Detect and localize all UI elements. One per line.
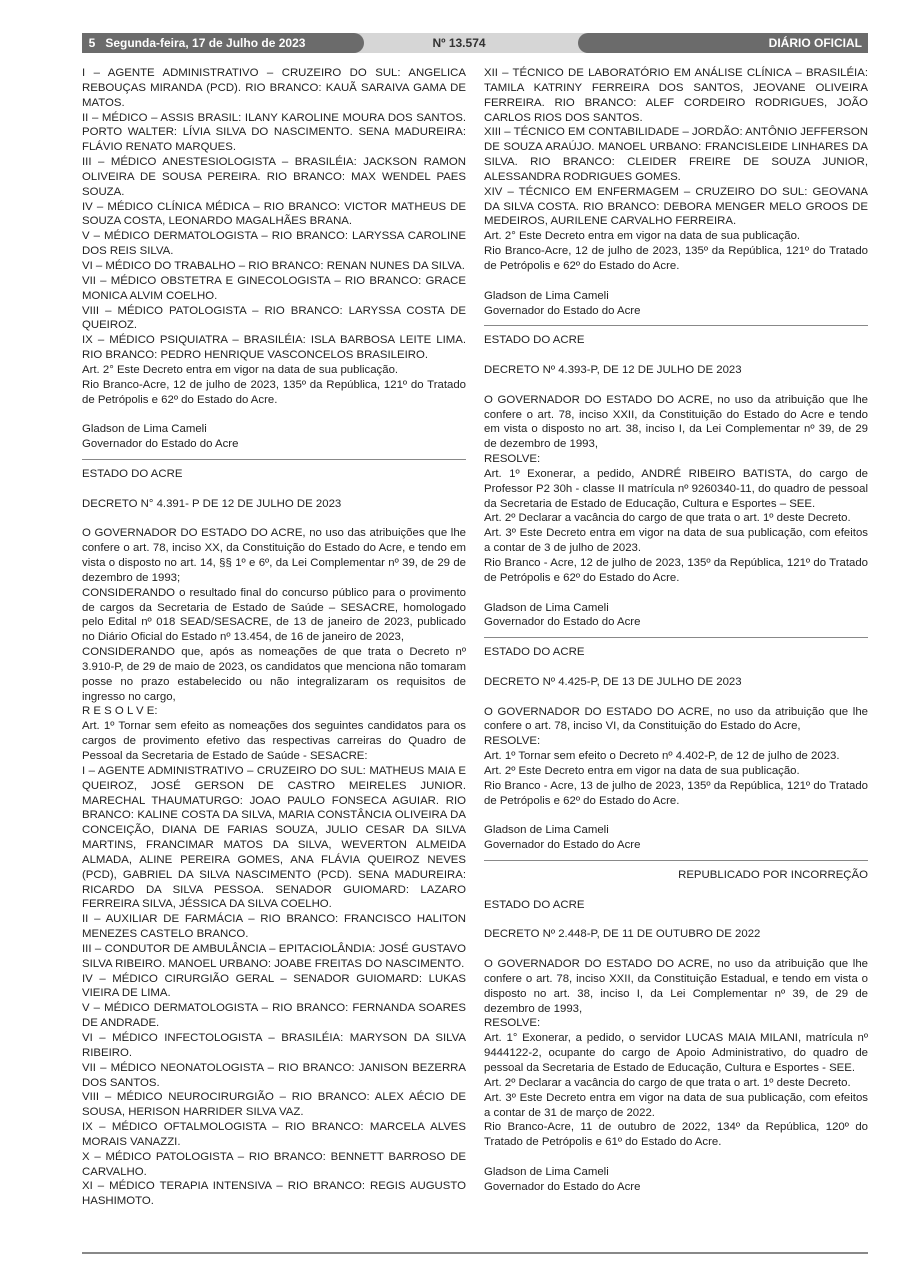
decree-paragraph: Art. 1º Exonerar, a pedido, ANDRÉ RIBEIRO BATISTA, do cargo de Professor P2 30h - classe II matrícula nº 9260340-11, do quadro de pessoal da Secretaria de Estado de Educação, Cultura e Esportes – SEE. [484, 467, 868, 510]
signature-name: Gladson de Lima Cameli [484, 289, 609, 302]
section-divider [484, 325, 868, 326]
article-text: Art. 2° Este Decreto entra em vigor na data de sua publicação. [82, 363, 399, 376]
decree-title: DECRETO Nº 4.393-P, DE 12 DE JULHO DE 2023 [484, 364, 742, 377]
header-left-band [82, 33, 364, 53]
list-item: X – MÉDICO PATOLOGISTA – RIO BRANCO: BENNETT BARROSO DE CARVALHO. [82, 1150, 466, 1178]
right-column [484, 66, 868, 1195]
decree-title: DECRETO N° 4.391- P DE 12 DE JULHO DE 2023 [82, 497, 342, 510]
list-item: VII – MÉDICO OBSTETRA E GINECOLOGISTA – RIO BRANCO: GRACE MONICA ALVIM COELHO. [82, 274, 466, 302]
signature-name: Gladson de Lima Cameli [484, 824, 609, 837]
decree-paragraph: O GOVERNADOR DO ESTADO DO ACRE, no uso da atribuição que lhe confere o art. 78, inciso XXII, da Constituição Estadual, e tendo em vista o disposto no art. 38, inciso I, da Lei Complementar nº 39, de 29 de dezembro de 1993, [484, 958, 868, 1015]
list-item: I – AGENTE ADMINISTRATIVO – CRUZEIRO DO SUL: ANGELICA REBOUÇAS MIRANDA (PCD). RIO BRANCO: KAUÃ SARAIVA GAMA DE MATOS. [82, 67, 466, 109]
page-number: 5 [88, 36, 96, 50]
decree-paragraph: Art. 1º Tornar sem efeito as nomeações dos seguintes candidatos para os cargos de provimento efetivo das respectivas carreiras do Quadro de Pessoal da Secretaria de Estado de Saúde - SESACRE: [82, 720, 466, 762]
date-line: Rio Branco-Acre, 12 de julho de 2023, 135º da República, 121º do Tratado de Petrópolis e 62º do Estado do Acre. [484, 245, 868, 272]
resolve-heading: RESOLVE: [484, 453, 541, 466]
date-line: Rio Branco - Acre, 13 de julho de 2023, 135º da República, 121º do Tratado de Petrópolis e 62º do Estado do Acre. [484, 779, 868, 807]
state-heading: ESTADO DO ACRE [484, 334, 585, 347]
decree-paragraph: Art. 1° Exonerar, a pedido, o servidor LUCAS MAIA MILANI, matrícula nº 9444122-2, ocupante do cargo de Apoio Administrativo, do quadro de pessoal da Secretaria de Estado de Educação, Cultura e Esportes - SEE. [484, 1032, 868, 1074]
decree-paragraph: Art. 2º Declarar a vacância do cargo de que trata o art. 1º deste Decreto. [484, 512, 851, 525]
article-text: Art. 2° Este Decreto entra em vigor na data de sua publicação. [484, 230, 801, 243]
resolve-heading: RESOLVE: [484, 735, 541, 748]
state-heading: ESTADO DO ACRE [484, 646, 585, 659]
signature-title: Governador do Estado do Acre [484, 304, 641, 317]
signature-name: Gladson de Lima Cameli [82, 423, 207, 436]
list-item: IV – MÉDICO CLÍNICA MÉDICA – RIO BRANCO: VICTOR MATHEUS DE SOUZA COSTA, LEONARDO MAGALHÃES BRANA. [82, 200, 466, 228]
list-item: III – MÉDICO ANESTESIOLOGISTA – BRASILÉIA: JACKSON RAMON OLIVEIRA DE SOUSA PEREIRA. RIO BRANCO: MAX WENDEL PAES SOUZA. [82, 156, 466, 198]
page-bottom-rule [82, 1252, 868, 1254]
issue-number: Nº 13.574 [432, 36, 486, 50]
publication-name: DIÁRIO OFICIAL [578, 33, 868, 53]
header-date: Segunda-feira, 17 de Julho de 2023 [105, 36, 306, 50]
list-item: II – MÉDICO – ASSIS BRASIL: ILANY KAROLINE MOURA DOS SANTOS. PORTO WALTER: LÍVIA SILVA DO NASCIMENTO. SENA MADUREIRA: FLÁVIO RENATO MARQUES. [82, 111, 466, 154]
decree-title: DECRETO Nº 4.425-P, DE 13 DE JULHO DE 2023 [484, 675, 742, 688]
list-item: VIII – MÉDICO NEUROCIRURGIÃO – RIO BRANCO: ALEX AÉCIO DE SOUSA, HERISON HARRIDER SILVA VAZ. [82, 1091, 466, 1119]
list-item: V – MÉDICO DERMATOLOGISTA – RIO BRANCO: FERNANDA SOARES DE ANDRADE. [82, 1002, 466, 1030]
section-divider [484, 637, 868, 638]
list-item: IX – MÉDICO OFTALMOLOGISTA – RIO BRANCO: MARCELA ALVES MORAIS VANAZZI. [82, 1121, 466, 1148]
list-item: VI – MÉDICO DO TRABALHO – RIO BRANCO: RENAN NUNES DA SILVA. [82, 259, 465, 272]
decree-paragraph: Art. 2º Este Decreto entra em vigor na data de sua publicação. [484, 764, 800, 777]
signature-title: Governador do Estado do Acre [82, 438, 239, 451]
list-item: VIII – MÉDICO PATOLOGISTA – RIO BRANCO: LARYSSA COSTA DE QUEIROZ. [82, 304, 466, 332]
list-item: XIII – TÉCNICO EM CONTABILIDADE – JORDÃO: ANTÔNIO JEFFERSON DE SOUZA ARAÚJO. MANOEL URBANO: FRANCISLEIDE LINHARES DA SILVA. RIO BRANCO: CLEIDER FREIRE DE SOUZA JUNIOR, ALESSANDRA RODRIGUES GOMES. [484, 126, 868, 183]
date-line: Rio Branco - Acre, 12 de julho de 2023, 135º da República, 121º do Tratado de Petrópolis e 62º do Estado do Acre. [484, 557, 868, 584]
left-column [82, 66, 466, 1209]
signature-title: Governador do Estado do Acre [484, 1180, 641, 1193]
date-line: Rio Branco-Acre, 12 de julho de 2023, 135º da República, 121º do Tratado de Petrópolis e 62º do Estado do Acre. [82, 378, 466, 406]
signature-title: Governador do Estado do Acre [484, 839, 641, 852]
resolve-heading: RESOLVE: [484, 1017, 541, 1030]
republished-note: REPUBLICADO POR INCORREÇÃO [678, 869, 868, 882]
decree-paragraph: Art. 2º Declarar a vacância do cargo de que trata o art. 1º deste Decreto. [484, 1076, 851, 1089]
list-item: XII – TÉCNICO DE LABORATÓRIO EM ANÁLISE CLÍNICA – BRASILÉIA: TAMILA KATRINY FERREIRA DOS SANTOS, JEOVANE OLIVEIRA FERREIRA. RIO BRANCO: ALEF CORDEIRO RODRIGUES, JOÃO CARLOS RIOS DOS SANTOS. [484, 67, 868, 124]
decree-paragraph: O GOVERNADOR DO ESTADO DO ACRE, no uso da atribuição que lhe confere o art. 78, inciso XXII, da Constituição do Estado do Acre e tendo em vista o disposto no art. 38, inciso I, da Lei Complementar nº 39, de 29 de dezembro de 1993, [484, 393, 868, 451]
section-divider [484, 860, 868, 861]
decree-paragraph: O GOVERNADOR DO ESTADO DO ACRE, no uso da atribuição que lhe confere o art. 78, inciso VI, da Constituição do Estado do Acre, [484, 705, 868, 733]
state-heading: ESTADO DO ACRE [484, 898, 585, 911]
decree-paragraph: Art. 3º Este Decreto entra em vigor na data de sua publicação, com efeitos a contar de 31 de março de 2022. [484, 1091, 868, 1119]
section-divider [82, 459, 466, 460]
list-item: XIV – TÉCNICO EM ENFERMAGEM – CRUZEIRO DO SUL: GEOVANA DA SILVA COSTA. RIO BRANCO: DEBORA MENGER MELO GROOS DE MEDEIROS, AURILENE CARVALHO FERREIRA. [484, 185, 868, 228]
date-line: Rio Branco-Acre, 11 de outubro de 2022, 134º da República, 120º do Tratado de Petrópolis e 61º do Estado do Acre. [484, 1121, 868, 1149]
list-item: IV – MÉDICO CIRURGIÃO GERAL – SENADOR GUIOMARD: LUKAS VIEIRA DE LIMA. [82, 972, 466, 1000]
signature-title: Governador do Estado do Acre [484, 616, 641, 629]
signature-name: Gladson de Lima Cameli [484, 1165, 609, 1178]
list-item: III – CONDUTOR DE AMBULÂNCIA – EPITACIOLÂNDIA: JOSÉ GUSTAVO SILVA RIBEIRO. MANOEL URBANO: JOABE FREITAS DO NASCIMENTO. [82, 942, 466, 970]
decree-paragraph: Art. 1º Tornar sem efeito o Decreto nº 4.402-P, de 12 de julho de 2023. [484, 750, 840, 763]
decree-paragraph: O GOVERNADOR DO ESTADO DO ACRE, no uso das atribuições que lhe confere o art. 78, inciso XX, da Constituição do Estado do Acre, e tendo em vista o disposto no art. 14, §§ 1º e 6º, da Lei Complementar nº 39, de 29 de dezembro de 1993; [82, 527, 466, 584]
list-item: VI – MÉDICO INFECTOLOGISTA – BRASILÉIA: MARYSON DA SILVA RIBEIRO. [82, 1032, 466, 1059]
list-item: II – AUXILIAR DE FARMÁCIA – RIO BRANCO: FRANCISCO HALITON MENEZES CASTELO BRANCO. [82, 913, 466, 941]
decree-paragraph: CONSIDERANDO o resultado final do concurso público para o provimento de cargos da Secretaria de Estado de Saúde – SESACRE, homologado pelo Edital nº 018 SEAD/SESACRE, de 13 de janeiro de 2023, publicado no Diário Oficial do Estado nº 13.454, de 16 de janeiro de 2023, [82, 586, 466, 644]
page-header [82, 33, 868, 53]
signature-name: Gladson de Lima Cameli [484, 601, 609, 614]
list-item: XI – MÉDICO TERAPIA INTENSIVA – RIO BRANCO: REGIS AUGUSTO HASHIMOTO. [82, 1180, 466, 1208]
decree-paragraph: CONSIDERANDO que, após as nomeações de que trata o Decreto nº 3.910-P, de 29 de maio de 2023, os candidatos que menciona não tomaram posse no prazo estabelecido ou não integralizaram os requisitos de ingresso no cargo, [82, 646, 466, 703]
resolve-heading: R E S O L V E: [82, 705, 158, 718]
decree-title: DECRETO Nº 2.448-P, DE 11 DE OUTUBRO DE 2022 [484, 928, 761, 941]
list-item: VII – MÉDICO NEONATOLOGISTA – RIO BRANCO: JANISON BEZERRA DOS SANTOS. [82, 1061, 466, 1089]
decree-paragraph: Art. 3º Este Decreto entra em vigor na data de sua publicação, com efeitos a contar de 3 de julho de 2023. [484, 527, 868, 555]
state-heading: ESTADO DO ACRE [82, 467, 183, 480]
list-item: I – AGENTE ADMINISTRATIVO – CRUZEIRO DO SUL: MATHEUS MAIA E QUEIROZ, JOSÉ GERSON DE CASTRO MEIRELES JUNIOR. MARECHAL THAUMATURGO: JOAO PAULO FONSECA AGUIAR. RIO BRANCO: KALINE COSTA DA SILVA, MARIA CONSTÂNCIA OLIVEIRA DA CONCEIÇÃO, DIANA DE FARIAS SOUZA, JULIO CESAR DA SILVA MARTINS, FRANCIMAR MATOS DA SILVA, WEVERTON ALMEIDA ALMADA, ALINE PEREIRA GOMES, ANA FLÁVIA QUEIROZ NEVES (PCD), GABRIEL DA SILVA NASCIMENTO (PCD). SENA MADUREIRA: RICARDO DA SILVA PESSOA. SENADOR GUIOMARD: LAZARO FERREIRA SILVA, JÉSSICA DA SILVA COELHO. [82, 764, 466, 911]
list-item: V – MÉDICO DERMATOLOGISTA – RIO BRANCO: LARYSSA CAROLINE DOS REIS SILVA. [82, 230, 466, 258]
list-item: IX – MÉDICO PSIQUIATRA – BRASILÉIA: ISLA BARBOSA LEITE LIMA. RIO BRANCO: PEDRO HENRIQUE VASCONCELOS BRASILEIRO. [82, 334, 466, 362]
